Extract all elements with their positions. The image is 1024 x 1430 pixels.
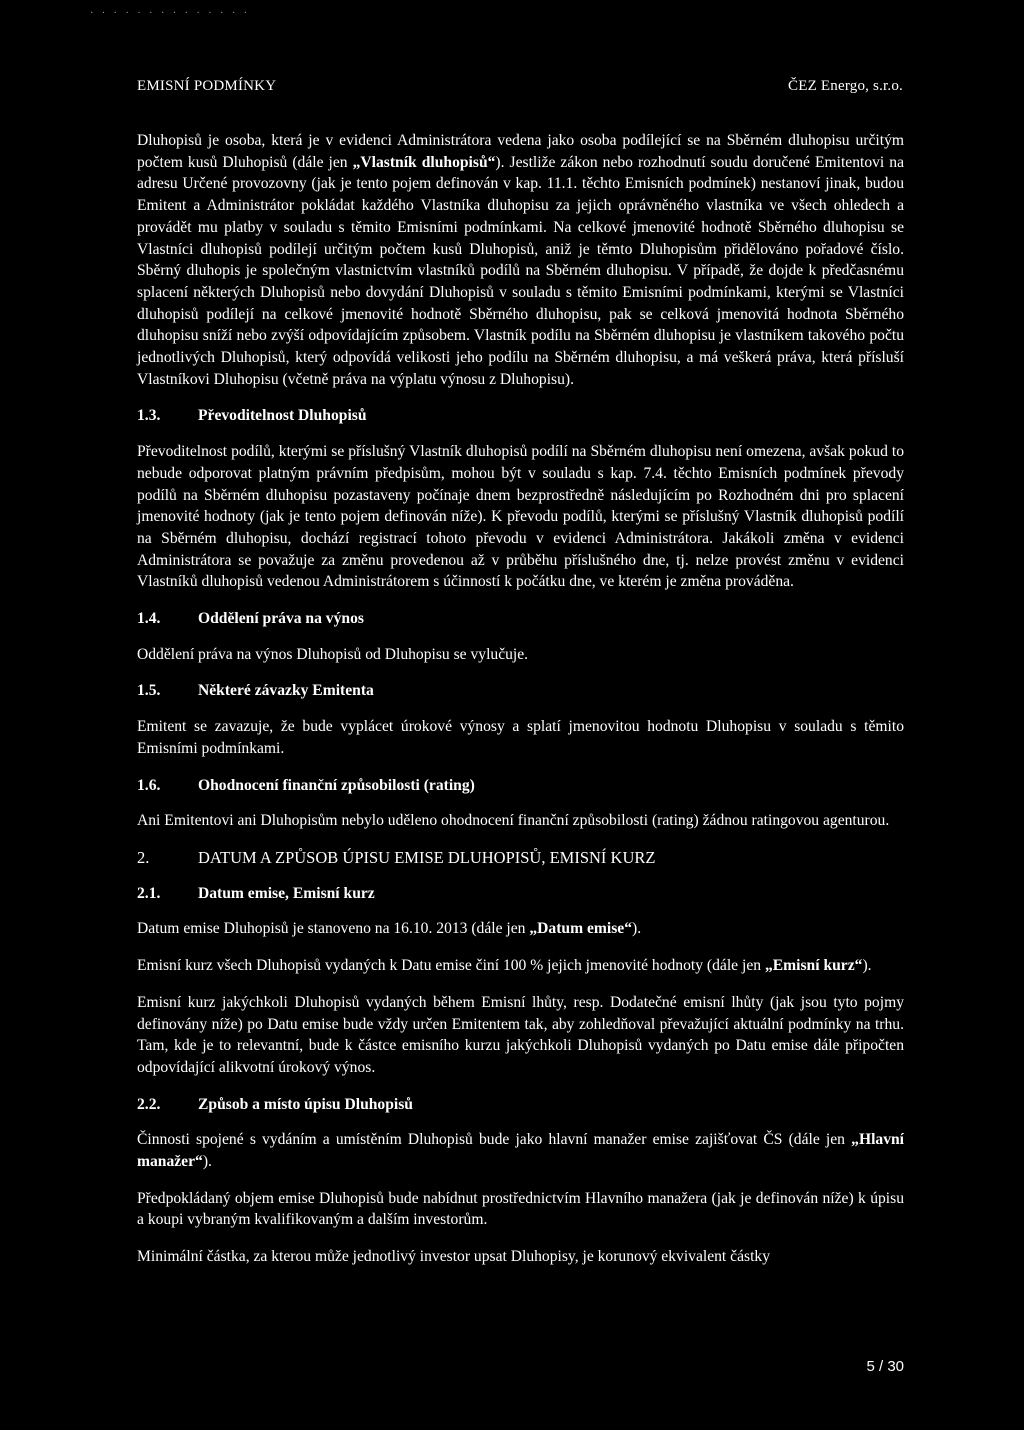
paragraph-datum-emise: Datum emise Dluhopisů je stanoveno na 16.10. 2013 (dále jen „Datum emise“). [137,920,642,938]
defined-term: „Hlavní manažer“ [137,1131,904,1171]
section-heading-1-5: 1.5. Některé závazky Emitenta [137,682,374,700]
section-heading-2-2: 2.2. Způsob a místo úpisu Dluhopisů [137,1095,413,1113]
paragraph-prevoditelnost: Převoditelnost podílů, kterými se příslušný Vlastník dluhopisů podílí na Sběrném dluhopisu není omezena, avšak pokud to nebude odporovat platným právním předpisům, mohou být v souladu s kap. 7.4. těchto Emisních podmínek převody podílů na Sběrném dluhopisu pozastaveny počínaje dnem bezprostředně následujícím po Rozhodném dni pro splacení jmenovité hodnoty (jak je tento pojem definován níže). K převodu podílů, kterými se příslušný Vlastník dluhopisů podílí na Sběrném dluhopisu, dochází registrací tohoto převodu v evidenci Administrátora. Jakákoli změna v evidenci Administrátora se považuje za změnu provedenou až v průběhu příslušného dne, tj. nelze provést změnu v evidenci Vlastníků dluhopisů vedenou Administrátorem s účinností k počátku dne, ve kterém je změna prováděna. [137,443,904,591]
paragraph-emisni-kurz-lhuta: Emisní kurz jakýchkoli Dluhopisů vydaných během Emisní lhůty, resp. Dodatečné emisní lhůty (jak jsou tyto pojmy definovány níže) po Datu emise bude vždy určen Emitentem tak, aby zohledňoval převažující aktuální podmínky na trhu. Tam, kde je to relevantní, bude k částce emisního kurzu jakýchkoli Dluhopisů vydaných po Datu emise dále připočten odpovídající alikvotní úrokový výnos. [137,993,904,1076]
header-company-name: ČEZ Energo, s.r.o. [788,78,903,94]
chapter-heading-2: 2. DATUM A ZPŮSOB ÚPISU EMISE DLUHOPISŮ, EMISNÍ KURZ [137,847,656,867]
scan-noise: · · · · · · · · · · · · · · [90,8,251,19]
paragraph-cinnosti: Činnosti spojené s vydáním a umístěním Dluhopisů bude jako hlavní manažer emise zajišťovat ČS (dále jen „Hlavní manažer“). [137,1131,904,1171]
paragraph-oddeleni: Oddělení práva na výnos Dluhopisů od Dluhopisu se vylučuje. [137,645,529,663]
defined-term: „Emisní kurz“ [764,957,863,975]
paragraph-objem: Předpokládaný objem emise Dluhopisů bude nabídnut prostřednictvím Hlavního manažera (jak je definován níže) k úpisu a koupi vybraným kvalifikovaným a dalším investorům. [137,1189,904,1229]
section-heading-1-3: 1.3. Převoditelnost Dluhopisů [137,407,367,425]
paragraph-minimalni-castka: Minimální částka, za kterou může jednotlivý investor upsat Dluhopisy, je korunový ekvivalent částky [137,1248,770,1266]
defined-term: „Vlastník dluhopisů“ [352,153,496,171]
section-heading-1-6: 1.6. Ohodnocení finanční způsobilosti (rating) [137,776,475,794]
page-number: 5 / 30 [866,1358,904,1375]
section-heading-1-4: 1.4. Oddělení práva na výnos [137,610,364,628]
defined-term: „Datum emise“ [529,920,633,938]
section-heading-2-1: 2.1. Datum emise, Emisní kurz [137,884,375,902]
paragraph-vlastnik: Dluhopisů je osoba, která je v evidenci Administrátora vedena jako osoba podílející se na Sběrném dluhopisu určitým počtem kusů Dluhopisů (dále jen „Vlastník dluhopisů“). Jestliže zákon nebo rozhodnutí soudu doručené Emitentovi na adresu Určené provozovny (jak je tento pojem definován v kap. 11.1. těchto Emisních podmínek) nestanoví jinak, budou Emitent a Administrátor pokládat každého Vlastníka dluhopisu za jejich oprávněného vlastníka ve všech ohledech a provádět mu platby v souladu s těmito Emisními podmínkami. Na celkové jmenovité hodnotě Sběrného dluhopisu se Vlastníci dluhopisů podílejí určitým počtem kusů Dluhopisů, aniž je těmto Dluhopisům přidělováno pořadové číslo. Sběrný dluhopis je společným vlastnictvím vlastníků podílů na Sběrném dluhopisu. V případě, že dojde k předčasnému splacení některých Dluhopisů nebo dovydání Dluhopisů v souladu s těmito Emisními podmínkami, kterými se Vlastníci dluhopisů podílejí na celkové jmenovité hodnotě Sběrného dluhopisu, pak se celková jmenovitá hodnota Sběrného dluhopisu sníží nebo zvýší odpovídajícím způsobem. Vlastník podílu na Sběrném dluhopisu je vlastníkem takového počtu jednotlivých Dluhopisů, který odpovídá velikosti jeho podílu na Sběrném dluhopisu, a má veškerá práva, která přísluší Vlastníkovi Dluhopisu (včetně práva na výplatu výnosu z Dluhopisu). [137,132,904,388]
paragraph-zavazky: Emitent se zavazuje, že bude vyplácet úrokové výnosy a splatí jmenovitou hodnotu Dluhopisu v souladu s těmito Emisními podmínkami. [137,718,904,757]
document-body [137,130,904,1283]
paragraph-emisni-kurz: Emisní kurz všech Dluhopisů vydaných k Datu emise činí 100 % jejich jmenovité hodnoty (dále jen „Emisní kurz“). [137,957,872,975]
header-document-title: EMISNÍ PODMÍNKY [137,78,277,94]
paragraph-rating: Ani Emitentovi ani Dluhopisům nebylo uděleno ohodnocení finanční způsobilosti (rating) žádnou ratingovou agenturou. [137,812,890,830]
